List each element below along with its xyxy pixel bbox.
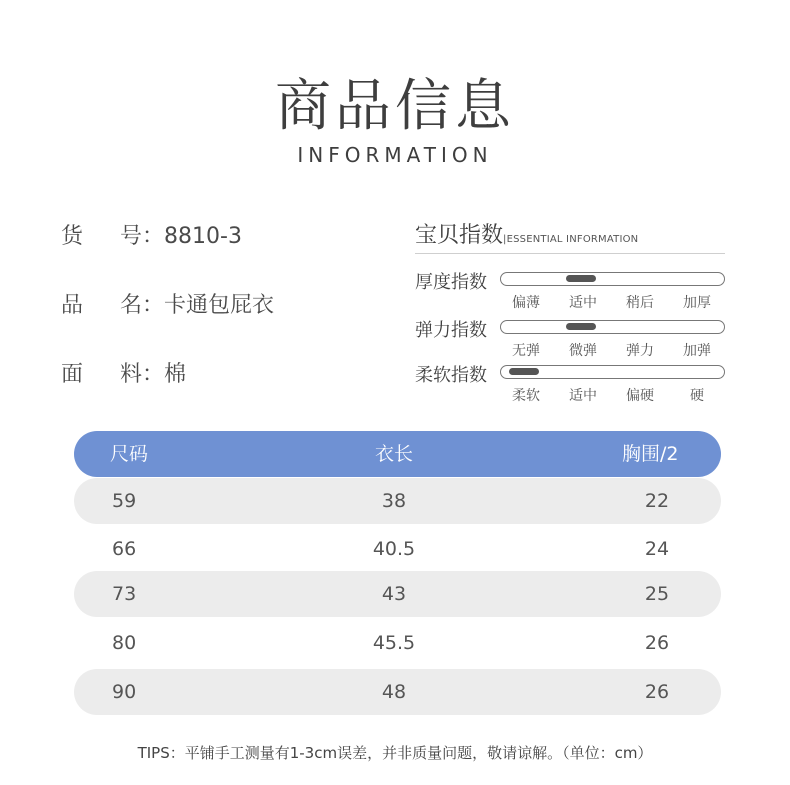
table-cell: 48 bbox=[381, 681, 407, 703]
meter-option: 加弹 bbox=[683, 343, 711, 359]
tips-note: TIPS：平铺手工测量有1-3cm误差，并非质量问题，敬请谅解。（单位：cm） bbox=[137, 744, 653, 762]
meter-label: 弹力指数 bbox=[415, 320, 487, 341]
index-panel-title bbox=[415, 218, 638, 249]
table-row bbox=[74, 620, 721, 666]
meter-indicator bbox=[509, 368, 539, 375]
info-colon: ： bbox=[142, 224, 165, 249]
info-value: 棉 bbox=[164, 362, 187, 387]
info-value: 卡通包屁衣 bbox=[164, 293, 275, 318]
table-cell: 40.5 bbox=[372, 538, 416, 560]
info-colon: ： bbox=[142, 293, 165, 318]
divider bbox=[415, 253, 725, 254]
table-cell: 26 bbox=[644, 632, 670, 654]
meter-track bbox=[500, 320, 725, 334]
table-row bbox=[74, 478, 721, 524]
index-title-cn: 宝贝指数 bbox=[415, 223, 504, 248]
meter-option: 弹力 bbox=[626, 343, 654, 359]
table-cell: 73 bbox=[112, 583, 137, 605]
table-cell: 43 bbox=[381, 583, 407, 605]
meter-option: 柔软 bbox=[512, 388, 540, 404]
table-row bbox=[74, 571, 721, 617]
page-title: 商品信息 bbox=[275, 74, 515, 139]
table-cell: 80 bbox=[112, 632, 137, 654]
meter-option: 加厚 bbox=[683, 295, 711, 311]
meter-option: 无弹 bbox=[512, 343, 540, 359]
meter-option: 偏薄 bbox=[512, 295, 540, 311]
table-cell: 22 bbox=[644, 490, 670, 512]
table-header-cell: 尺码 bbox=[110, 443, 149, 465]
table-header-cell: 衣长 bbox=[374, 443, 413, 465]
info-value: 8810-3 bbox=[164, 224, 242, 249]
meter-track bbox=[500, 272, 725, 286]
table-cell: 26 bbox=[644, 681, 670, 703]
meter-track bbox=[500, 365, 725, 379]
table-row bbox=[74, 526, 721, 572]
info-colon: ： bbox=[142, 362, 165, 387]
table-row bbox=[74, 669, 721, 715]
table-cell: 38 bbox=[381, 490, 407, 512]
info-key-part: 面 bbox=[61, 362, 84, 387]
meter-option: 适中 bbox=[569, 295, 597, 311]
table-cell: 90 bbox=[112, 681, 137, 703]
table-header-row bbox=[74, 431, 721, 477]
meter-option: 微弹 bbox=[569, 343, 597, 359]
page-subtitle: INFORMATION bbox=[297, 143, 493, 167]
table-cell: 45.5 bbox=[372, 632, 416, 654]
info-item-name bbox=[61, 288, 274, 319]
info-key-part: 料 bbox=[120, 362, 143, 387]
table-cell: 24 bbox=[644, 538, 670, 560]
meter-indicator bbox=[566, 323, 596, 330]
info-key-part: 名 bbox=[120, 293, 143, 318]
meter-label: 厚度指数 bbox=[415, 272, 487, 293]
index-title-en: |ESSENTIAL INFORMATION bbox=[503, 234, 639, 245]
meter-option: 偏硬 bbox=[626, 388, 654, 404]
info-item-number bbox=[61, 219, 242, 250]
meter-label: 柔软指数 bbox=[415, 365, 487, 386]
table-cell: 25 bbox=[644, 583, 670, 605]
table-cell: 59 bbox=[112, 490, 137, 512]
table-header-cell: 胸围/2 bbox=[622, 443, 679, 465]
info-item-material bbox=[61, 357, 186, 388]
meter-option: 适中 bbox=[569, 388, 597, 404]
meter-indicator bbox=[566, 275, 596, 282]
info-key-part: 货 bbox=[61, 224, 84, 249]
info-key-part: 号 bbox=[120, 224, 143, 249]
table-cell: 66 bbox=[112, 538, 137, 560]
meter-option: 硬 bbox=[690, 388, 704, 404]
info-key-part: 品 bbox=[61, 293, 84, 318]
meter-option: 稍后 bbox=[626, 295, 654, 311]
